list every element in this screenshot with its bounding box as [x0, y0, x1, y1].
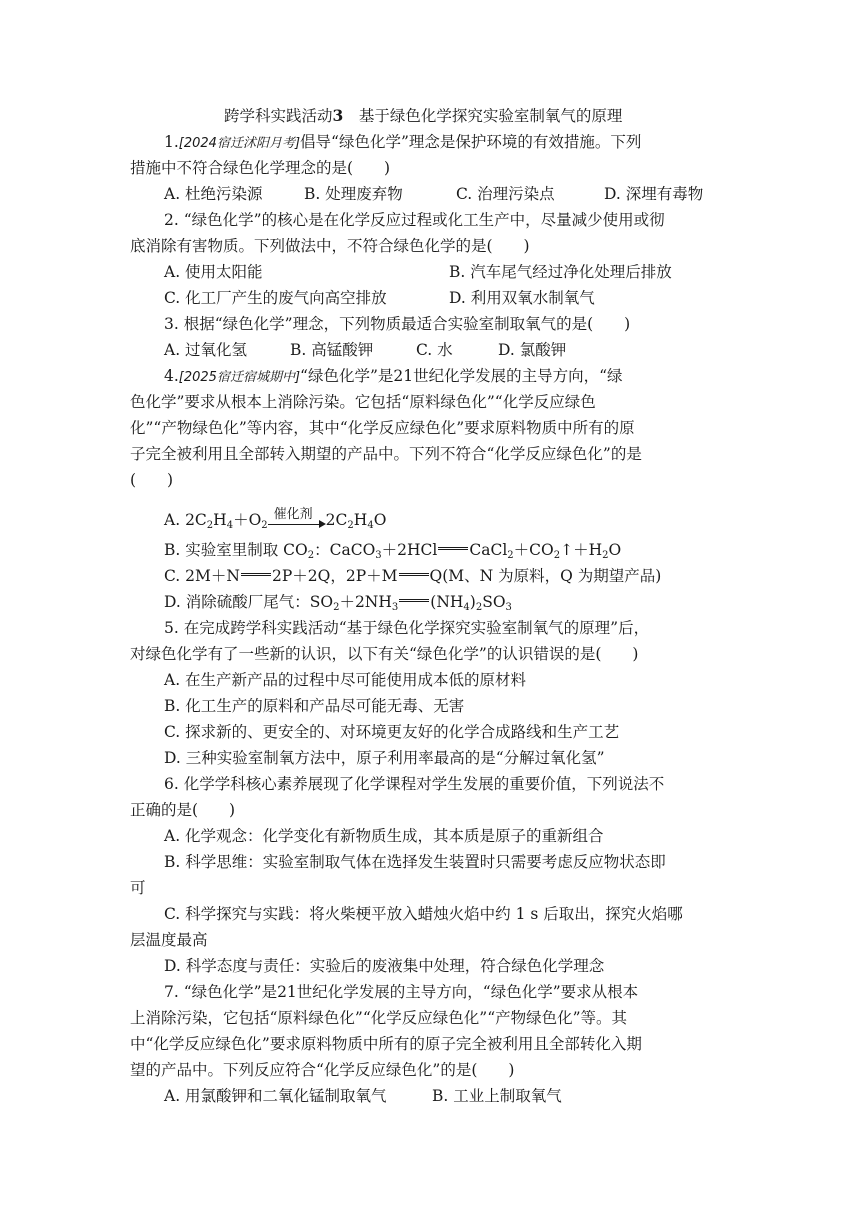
- q5-option-c: C. 探求新的、更安全的、对环境更友好的化学合成路线和生产工艺: [164, 723, 620, 741]
- q6-line-1: 6. 化学学科核心素养展现了化学课程对学生发展的重要价值，下列说法不: [164, 775, 665, 793]
- q7-option-a: A. 用氯酸钾和二氧化锰制取氧气: [164, 1087, 387, 1105]
- q6-line-2: 正确的是( ): [130, 801, 236, 819]
- q2-option-c: C. 化工厂产生的废气向高空排放: [164, 289, 387, 307]
- q7-line-1: 7. “绿色化学”是21世纪化学发展的主导方向，“绿色化学”要求从根本: [164, 983, 639, 1001]
- q4-line-5: ( ): [130, 471, 174, 489]
- q1-option-d: D. 深埋有毒物: [604, 185, 704, 203]
- page-title: 跨学科实践活动3 基于绿色化学探究实验室制氧气的原理: [224, 106, 623, 125]
- q7-options: [164, 1084, 562, 1108]
- q1-line-2: 措施中不符合绿色化学理念的是( ): [130, 159, 391, 177]
- q1-source: [2024宿迁沭阳月考]: [178, 136, 301, 151]
- q6-option-c-line-1: C. 科学探究与实践：将火柴梗平放入蜡烛火焰中约 1 s 后取出，探究火焰哪: [164, 905, 683, 923]
- q1-option-b: B. 处理废弃物: [304, 185, 403, 203]
- q3-option-c: C. 水: [416, 341, 453, 359]
- q4-option-a: A. $2C_2H_4+O_2$ 催化剂 $2C_2H_4O$: [164, 507, 387, 531]
- q4-option-b: B. 实验室里制取 $CO_2$：CaCO$_3$＋2HCl $CaCl_2+CO_2↑+H_2O$: [164, 541, 622, 561]
- q4-line-3: 化”“产物绿色化”等内容，其中“化学反应绿色化”要求原料物质中所有的原: [130, 419, 635, 437]
- q3-option-d: D. 氯酸钾: [498, 341, 567, 359]
- q7-line-4: 望的产品中。下列反应符合“化学反应绿色化”的是( ): [130, 1061, 515, 1079]
- q4-line-2: 色化学”要求从根本上消除污染。它包括“原料绿色化”“化学反应绿色: [130, 393, 596, 411]
- q3-option-a: A. 过氧化氢: [164, 341, 248, 359]
- q2-line-2: 底消除有害物质。下列做法中，不符合绿色化学的是( ): [130, 237, 530, 255]
- q7-option-b: B. 工业上制取氧气: [432, 1087, 562, 1105]
- q2-option-d: D. 利用双氧水制氧气: [449, 289, 595, 307]
- q4-source: [2025宿迁宿城期中]: [178, 370, 301, 385]
- q4-line-4: 子完全被利用且全部转入期望的产品中。下列不符合“化学反应绿色化”的是: [130, 445, 642, 463]
- q2-option-b: B. 汽车尾气经过净化处理后排放: [449, 263, 672, 281]
- q3-option-b: B. 高锰酸钾: [290, 341, 374, 359]
- q2-options-ab: [164, 260, 672, 284]
- q2-option-a: A. 使用太阳能: [164, 263, 263, 281]
- q1-option-c: C. 治理污染点: [456, 185, 555, 203]
- q5-option-b: B. 化工生产的原料和产品尽可能无毒、无害: [164, 697, 465, 715]
- q5-line-2: 对绿色化学有了一些新的认识，以下有关“绿色化学”的认识错误的是( ): [130, 645, 639, 663]
- q3-line-1: 3. 根据“绿色化学”理念，下列物质最适合实验室制取氧气的是( ): [164, 315, 631, 333]
- q6-option-c-line-2: 层温度最高: [130, 931, 208, 949]
- q3-options: [164, 338, 567, 362]
- q1-line-1: 1.[2024宿迁沭阳月考]倡导“绿色化学”理念是保护环境的有效措施。下列: [164, 133, 642, 151]
- q4-option-d: D. 消除硫酸厂尾气：$SO_2+2NH_3$ $(NH_4)_2SO_3$: [164, 593, 512, 613]
- q7-line-3: 中“化学反应绿色化”要求原料物质中所有的原子完全被利用且全部转化入期: [130, 1035, 642, 1053]
- q6-option-b-line-1: B. 科学思维：实验室制取气体在选择发生装置时只需要考虑反应物状态即: [164, 853, 666, 871]
- q4-option-c: C. 2M＋N 2P＋2Q，2P＋M Q(M、N 为原料，Q 为期望产品): [164, 567, 662, 585]
- q7-line-2: 上消除污染，它包括“原料绿色化”“化学反应绿色化”“产物绿色化”等。其: [130, 1009, 628, 1027]
- q5-option-d: D. 三种实验室制氧方法中，原子利用率最高的是“分解过氧化氢”: [164, 749, 605, 767]
- q2-options-cd: [164, 286, 595, 310]
- q1-option-a: A. 杜绝污染源: [164, 185, 263, 203]
- catalyst-arrow: 催化剂: [268, 511, 326, 531]
- q6-option-b-line-2: 可: [130, 879, 146, 897]
- q6-option-d: D. 科学态度与责任：实验后的废液集中处理，符合绿色化学理念: [164, 957, 605, 975]
- q4-line-1: 4.[2025宿迁宿城期中]“绿色化学”是21世纪化学发展的主导方向，“绿: [164, 367, 623, 385]
- q2-line-1: 2. “绿色化学”的核心是在化学反应过程或化工生产中，尽量减少使用或彻: [164, 211, 665, 229]
- q5-option-a: A. 在生产新产品的过程中尽可能使用成本低的原材料: [164, 671, 527, 689]
- q5-line-1: 5. 在完成跨学科实践活动“基于绿色化学探究实验室制氧气的原理”后，: [164, 619, 650, 637]
- q1-options: [164, 182, 704, 206]
- q6-option-a: A. 化学观念：化学变化有新物质生成，其本质是原子的重新组合: [164, 827, 604, 845]
